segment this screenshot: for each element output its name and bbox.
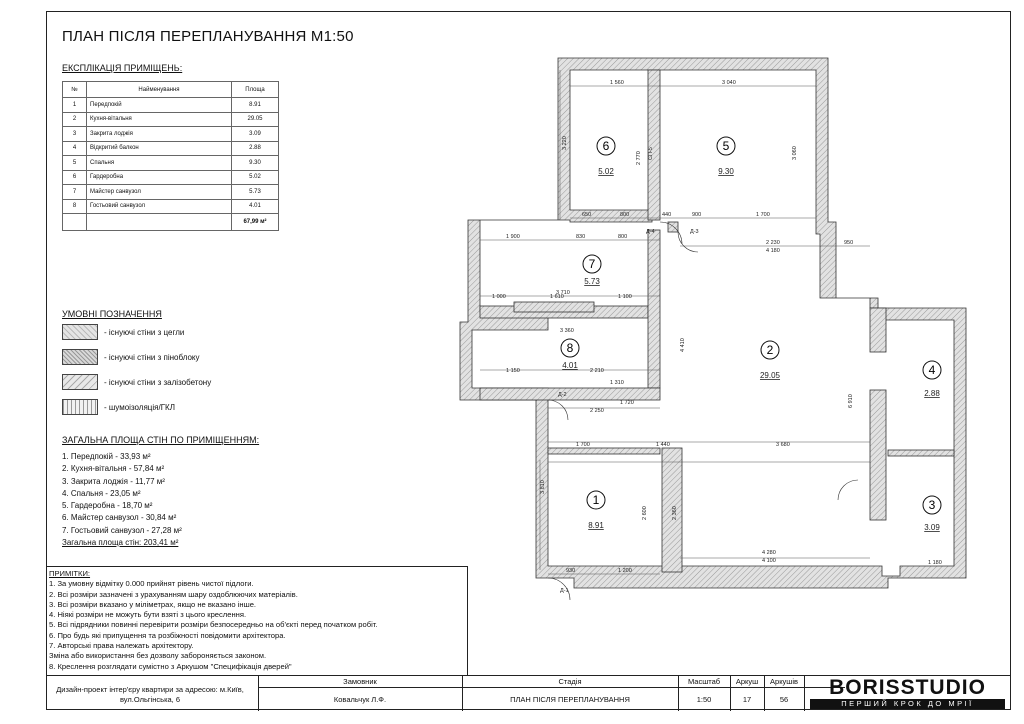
- svg-text:6: 6: [602, 139, 610, 153]
- list-item: 8. Креслення розглядати сумістно з Аркушом "Специфікація дверей": [49, 661, 292, 671]
- table-total-row: 67,99 м²: [63, 214, 279, 231]
- concrete-swatch: [62, 374, 98, 390]
- dim-label: 1 440: [656, 442, 670, 448]
- door-loggia: [838, 480, 858, 500]
- insulation-swatch: [62, 399, 98, 415]
- customer-header: Замовник: [343, 677, 377, 686]
- dim-label: 1 720: [620, 400, 634, 406]
- dim-label: 2 230: [766, 240, 780, 246]
- dim-label: 4 410: [680, 338, 686, 352]
- door-tag: Д-4: [646, 229, 655, 235]
- dim-label: 2 770: [636, 151, 642, 165]
- wall-segment: [870, 390, 886, 520]
- list-item: 5. Гардеробна - 18,70 м²: [62, 501, 153, 511]
- walls-total: Загальна площа стін: 203,41 м²: [62, 538, 179, 548]
- notes-heading: ПРИМІТКИ:: [49, 569, 91, 578]
- dim-label: 830: [576, 234, 586, 240]
- explication-table: [62, 81, 279, 231]
- table-row: 8 Гостьовий санвузол 4.01: [63, 199, 279, 214]
- list-item: 7. Гостьовий санвузол - 27,28 м²: [62, 525, 182, 535]
- stage-value: ПЛАН ПІСЛЯ ПЕРЕПЛАНУВАННЯ: [510, 695, 630, 704]
- dim-label: 1 900: [506, 234, 520, 240]
- dim-label: 2 210: [590, 368, 604, 374]
- svg-text:9.30: 9.30: [718, 167, 734, 176]
- studio-logo: [806, 677, 1009, 709]
- dim-label: 900: [692, 212, 702, 218]
- list-item: 2. Всі розміри зазначені з урахуванням шару оздоблюючих матеріалів.: [49, 589, 298, 599]
- dim-label: 1 100: [618, 294, 632, 300]
- svg-text:3.09: 3.09: [924, 523, 940, 532]
- dim-label: 1 610: [550, 294, 564, 300]
- svg-text:8: 8: [566, 341, 574, 355]
- brand-name: BORISSTUDIO: [829, 676, 986, 699]
- wall-segment: [548, 448, 660, 454]
- scale-value: 1:50: [696, 695, 712, 704]
- dim-label: 950: [844, 240, 854, 246]
- room-label-3: [923, 496, 941, 532]
- door-tag: Д-1: [560, 588, 569, 594]
- dim-label: 3 810: [540, 480, 546, 494]
- table-row: 3 Закрита лоджія 3.09: [63, 127, 279, 142]
- dim-label: 3 060: [792, 146, 798, 160]
- dim-label: 4 100: [762, 558, 776, 564]
- list-item: 7. Авторські права належать архітектору.: [49, 641, 194, 651]
- room-label-4: [923, 361, 941, 398]
- door-d3: [678, 232, 698, 252]
- dim-label: 1 200: [618, 568, 632, 574]
- plan-walls: [460, 58, 966, 588]
- svg-text:3: 3: [928, 498, 936, 512]
- floor-plan: [440, 50, 980, 610]
- door-d2: [548, 400, 568, 420]
- room-label-7: [583, 255, 601, 286]
- legend-item-brick: - існуючі стіни з цегли: [62, 324, 184, 340]
- dim-label: 2 250: [590, 408, 604, 414]
- dim-label: 1 310: [610, 380, 624, 386]
- room-label-2: [760, 341, 781, 380]
- dim-label: 6 910: [848, 394, 854, 408]
- explication-heading: ЕКСПЛІКАЦІЯ ПРИМІЩЕНЬ:: [62, 63, 183, 73]
- dim-label: 1 560: [610, 80, 624, 86]
- dim-label: 650: [582, 212, 592, 218]
- list-item: 3. Закрита лоджія - 11,77 м²: [62, 476, 165, 486]
- legend-heading: УМОВНІ ПОЗНАЧЕННЯ: [62, 309, 162, 319]
- list-item: Зміна або використання без дозволу забороняється законом.: [49, 651, 267, 661]
- wall-segment: [668, 222, 678, 232]
- dim-label: 1 180: [928, 560, 942, 566]
- dim-label: 1 700: [756, 212, 770, 218]
- walls-heading: ЗАГАЛЬНА ПЛОЩА СТІН ПО ПРИМІЩЕННЯМ:: [62, 435, 260, 445]
- wall-segment: [870, 308, 886, 352]
- dim-label: 3 360: [560, 328, 574, 334]
- sheets-total: 56: [779, 695, 789, 704]
- dim-label: 3 220: [562, 136, 568, 150]
- wall-segment: [514, 302, 594, 312]
- list-item: 2. Кухня-вітальня - 57,84 м²: [62, 464, 165, 474]
- svg-text:2: 2: [766, 343, 774, 357]
- room-label-8: [561, 339, 579, 370]
- list-item: 3. Всі розміри вказано у міліметрах, якщо не вказано інше.: [49, 599, 257, 609]
- dim-label: 1 150: [506, 368, 520, 374]
- dim-label: 2 600: [642, 506, 648, 520]
- room-label-6: [597, 137, 615, 176]
- dim-label: 1 700: [576, 442, 590, 448]
- dim-label: 930: [566, 568, 576, 574]
- table-row: 7 Майстер санвузол 5.73: [63, 185, 279, 200]
- sheet-header: Аркуш: [735, 677, 759, 686]
- table-row: 2 Кухня-вітальня 29.05: [63, 112, 279, 127]
- brand-slogan: ПЕРШИЙ КРОК ДО МРІЇ: [810, 699, 1005, 709]
- door-tag: СП-5: [648, 147, 654, 160]
- list-item: 4. Ніякі розміри не можуть бути взяті з цього креслення.: [49, 610, 247, 620]
- dim-label: 800: [620, 212, 630, 218]
- dim-label: 800: [618, 234, 628, 240]
- stage-header: Стадія: [558, 677, 582, 686]
- door-tag: Д-3: [690, 229, 699, 235]
- dim-label: 2 360: [672, 506, 678, 520]
- brick-swatch: [62, 324, 98, 340]
- wall-segment: [480, 388, 660, 400]
- table-row: 6 Гардеробна 5.02: [63, 170, 279, 185]
- room-label-5: [717, 137, 735, 176]
- list-item: 4. Спальня - 23,05 м²: [62, 488, 141, 498]
- legend-item-insulation: - шумоізоляція/ГКЛ: [62, 399, 175, 415]
- list-item: 1. За умовну відмітку 0.000 прийнят рівень чистої підлоги.: [49, 579, 254, 589]
- dim-label: 1 000: [492, 294, 506, 300]
- list-item: 6. Про будь які припущення та розбіжності повідомити архітектора.: [49, 630, 286, 640]
- scale-header: Масштаб: [687, 677, 721, 686]
- svg-text:4.01: 4.01: [562, 361, 578, 370]
- dim-label: 3 680: [776, 442, 790, 448]
- svg-text:5.73: 5.73: [584, 277, 600, 286]
- svg-text:5.02: 5.02: [598, 167, 614, 176]
- dim-label: 4 180: [766, 248, 780, 254]
- customer-name: Ковальчук Л.Ф.: [333, 695, 387, 704]
- wall-segment: [648, 70, 660, 220]
- svg-text:5: 5: [722, 139, 730, 153]
- walls-area-list: [62, 451, 182, 549]
- table-row: 5 Спальня 9.30: [63, 156, 279, 171]
- table-header: № Найменування Площа: [63, 82, 279, 98]
- table-row: 1 Передпокій 8.91: [63, 98, 279, 113]
- page-title: ПЛАН ПІСЛЯ ПЕРЕПЛАНУВАННЯ М1:50: [62, 28, 354, 45]
- foam-block-swatch: [62, 349, 98, 365]
- sheet-number: 17: [742, 695, 752, 704]
- dim-label: 3 710: [556, 290, 570, 296]
- svg-text:2.88: 2.88: [924, 389, 940, 398]
- dim-label: 440: [662, 212, 672, 218]
- list-item: 6. Майстер санвузол - 30,84 м²: [62, 513, 177, 523]
- wall-segment: [888, 450, 954, 456]
- sheets-header: Аркушів: [770, 677, 798, 686]
- table-row: 4 Відкритий балкон 2.88: [63, 141, 279, 156]
- svg-text:29.05: 29.05: [759, 371, 781, 380]
- wall-segment: [648, 230, 660, 388]
- project-description: Дизайн-проект інтер'єру квартири за адресою: м.Київ, вул.Ольгінська, 6: [56, 685, 244, 704]
- legend-item-concrete: - існуючі стіни з залізобетону: [62, 374, 211, 390]
- svg-text:4: 4: [928, 363, 936, 377]
- dim-label: 4 280: [762, 550, 776, 556]
- svg-text:7: 7: [588, 257, 596, 271]
- room-label-1: [587, 491, 605, 530]
- door-tag: Д-2: [558, 392, 567, 398]
- list-item: 1. Передпокій - 33,93 м²: [62, 452, 151, 461]
- legend-item-foam-block: - існуючі стіни з піноблоку: [62, 349, 200, 365]
- list-item: 5. Всі підрядники повинні перевірити розміри безпосередньо на об'єкті перед початком робіт.: [49, 620, 378, 630]
- dim-label: 3 040: [722, 80, 736, 86]
- svg-text:1: 1: [592, 493, 600, 507]
- svg-text:8.91: 8.91: [588, 521, 604, 530]
- notes-block: [46, 566, 468, 675]
